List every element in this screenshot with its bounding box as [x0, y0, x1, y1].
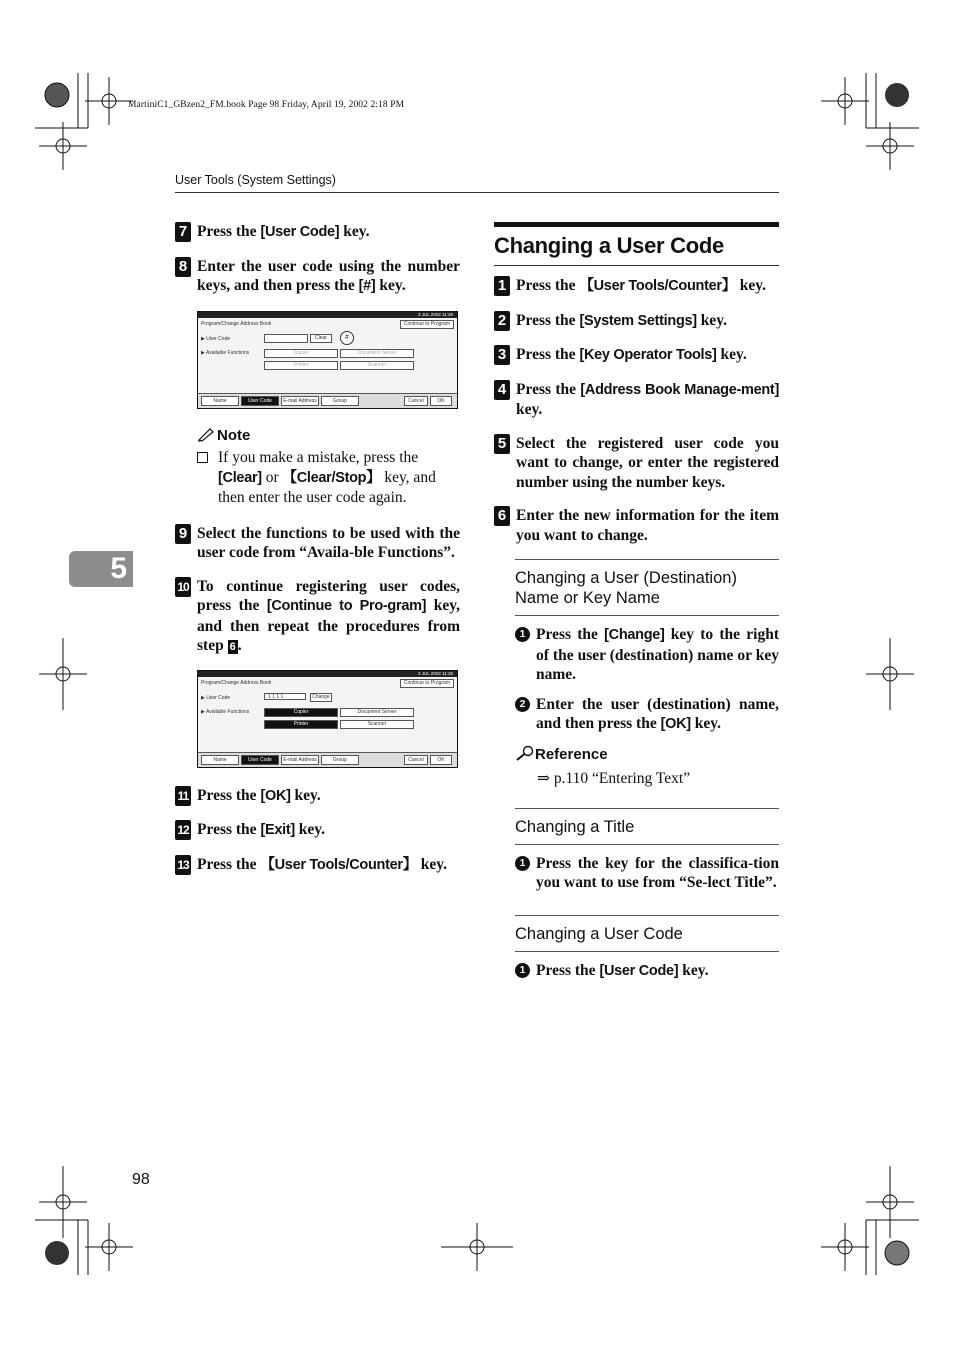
- subsection-steps: [515, 625, 779, 735]
- step-ref: 6: [229, 641, 236, 653]
- sub-step-number: 1: [515, 963, 530, 978]
- key-name: 【Clear/Stop】: [282, 469, 381, 486]
- ok-button: OK: [430, 396, 452, 406]
- screen-status: 3 JUL 2002 11:26: [198, 671, 457, 677]
- key-name: [Key Operator Tools]: [579, 347, 717, 363]
- subsection-title: Changing a User Code: [515, 915, 779, 952]
- step: [175, 577, 460, 656]
- key-name: [Exit]: [260, 822, 295, 838]
- user-code-field: 1 1 1 1: [264, 693, 306, 700]
- available-functions-label: ▶ Available Functions: [201, 349, 250, 356]
- text-run: key.: [339, 223, 370, 240]
- text-run: key.: [735, 277, 767, 294]
- step-number: 12: [175, 820, 191, 840]
- screen-tab-bar: [198, 752, 457, 767]
- running-header: User Tools (System Settings): [175, 173, 336, 187]
- text-run: Press the: [197, 223, 261, 240]
- copier-button: Copier: [264, 349, 338, 358]
- subsection-user-code: [515, 915, 779, 982]
- subsection-steps: [515, 961, 779, 982]
- text-run: key.: [690, 715, 721, 732]
- text-run: Select the functions to be used with the user code from “Availa-ble Functions”.: [197, 524, 460, 561]
- sub-step: [515, 961, 779, 982]
- tab-email: E-mail Address: [281, 755, 319, 765]
- step-number: 13: [175, 855, 191, 875]
- screen-title: Program/Change Address Book: [201, 679, 272, 686]
- scanner-button: Scanner: [340, 361, 414, 370]
- text-run: Press the: [516, 311, 580, 329]
- document-server-button: Document Server: [340, 708, 414, 717]
- text-run: Select the registered user code you want to change, or enter the registered number using the number keys.: [516, 434, 779, 491]
- right-column: [494, 222, 779, 991]
- step-number: 6: [494, 506, 510, 526]
- continue-to-program-button: Continue to Program: [400, 679, 454, 688]
- note-item: [197, 448, 460, 508]
- key-name: [Change]: [604, 627, 665, 643]
- sub-step-number: 2: [515, 697, 530, 712]
- text-run: key, and then enter the user code again.: [218, 468, 436, 506]
- user-code-label: ▶ User Code: [201, 335, 231, 342]
- step-number: 9: [175, 524, 191, 544]
- text-run: key.: [678, 961, 709, 979]
- text-run: key.: [290, 786, 321, 804]
- screen-title: Program/Change Address Book: [201, 320, 272, 327]
- page-number: 98: [132, 1171, 150, 1188]
- note-heading: Note: [197, 427, 460, 444]
- magnifier-icon: [515, 745, 535, 761]
- screen-tab-bar: [198, 393, 457, 408]
- text-run: Enter the user code using the number keys, and then press the: [197, 257, 460, 294]
- left-column: [175, 222, 460, 889]
- tab-user-code: User Code: [241, 396, 279, 406]
- document-server-button: Document Server: [340, 349, 414, 358]
- key-name: [User Code]: [599, 962, 679, 979]
- text-run: key to the right of the user (destination) name or key name.: [536, 626, 779, 683]
- tab-user-code: User Code: [241, 755, 279, 765]
- change-button: Change: [310, 693, 332, 702]
- step: [494, 434, 779, 493]
- text-run: Press the: [516, 380, 581, 398]
- key-name: [Address Book Manage-ment]: [580, 381, 779, 398]
- key-name: [User Code]: [260, 224, 340, 240]
- checkbox-icon: [197, 452, 208, 463]
- left-steps-2: [175, 524, 460, 656]
- text-run: key.: [716, 346, 747, 363]
- chapter-tab: 5: [69, 551, 133, 587]
- text-run: Press the: [516, 346, 580, 363]
- step-number: 4: [494, 380, 510, 400]
- subsection-title: Changing a User (Destination) Name or Key Name: [515, 559, 779, 616]
- printer-button: Printer: [264, 361, 338, 370]
- reference-text: ⇒ p.110 “Entering Text”: [537, 769, 691, 787]
- step: [175, 855, 460, 876]
- step-number: 2: [494, 311, 510, 331]
- sub-step: [515, 854, 779, 893]
- note-text: [218, 449, 436, 506]
- key-name: [System Settings]: [579, 312, 697, 329]
- step: [175, 222, 460, 243]
- sub-step-number: 1: [515, 856, 530, 871]
- step: [494, 276, 779, 297]
- screen-status: 3 JUL 2002 11:26: [198, 312, 457, 318]
- step: [175, 786, 460, 807]
- step-number: 5: [494, 434, 510, 454]
- tab-group: Group: [321, 755, 359, 765]
- step-number: 7: [175, 222, 191, 242]
- text-run: If you make a mistake, press the: [218, 448, 419, 466]
- screen-image-1: [197, 311, 458, 409]
- clear-button: Clear: [310, 334, 332, 343]
- subsection-steps: [515, 854, 779, 893]
- tab-email: E-mail Address: [281, 396, 319, 406]
- text-run: Press the: [197, 821, 261, 838]
- key-name: 【User Tools/Counter】: [579, 278, 736, 294]
- printer-button: Printer: [264, 720, 338, 729]
- text-run: Press the: [197, 855, 261, 873]
- subsection-title: Changing a Title: [515, 808, 779, 845]
- step-number: 10: [175, 577, 191, 597]
- text-run: key.: [294, 821, 326, 838]
- text-run: key.: [416, 855, 448, 873]
- key-name: [#]: [358, 278, 376, 294]
- subsection-title-change: [515, 808, 779, 893]
- left-steps: [175, 222, 460, 297]
- tab-name: Name: [201, 755, 239, 765]
- section-title: Changing a User Code: [494, 222, 779, 266]
- text-run: key, and then repeat the procedures from step: [197, 597, 460, 654]
- pencil-icon: [197, 428, 215, 442]
- file-meta: MartiniC1_GBzen2_FM.book Page 98 Friday, April 19, 2002 2:18 PM: [128, 100, 405, 110]
- cancel-button: Cancel: [404, 396, 428, 406]
- step: [494, 311, 779, 332]
- ok-button: OK: [430, 755, 452, 765]
- text-run: key.: [375, 277, 406, 294]
- text-run: Press the: [197, 786, 261, 804]
- key-name: [OK]: [660, 716, 691, 732]
- header-rule: [175, 192, 779, 193]
- step: [494, 380, 779, 420]
- step: [494, 345, 779, 366]
- step: [175, 257, 460, 297]
- text-run: Press the: [536, 961, 600, 979]
- step-number: 1: [494, 276, 510, 296]
- text-run: Press the key for the classifica-tion you want to use from “Se-lect Title”.: [536, 854, 779, 891]
- copier-button: Copier: [264, 708, 338, 717]
- screen-image-2: [197, 670, 458, 768]
- sub-step: [515, 625, 779, 685]
- text-run: Press the: [516, 277, 580, 294]
- subsection-name: [515, 559, 779, 735]
- step-number: 11: [175, 786, 191, 806]
- scanner-button: Scanner: [340, 720, 414, 729]
- step-number: 8: [175, 257, 191, 277]
- hash-icon: #: [340, 331, 354, 345]
- key-name: 【User Tools/Counter】: [260, 856, 417, 873]
- text-run: Press the: [536, 626, 605, 643]
- text-run: key.: [696, 311, 727, 329]
- continue-to-program-button: Continue to Program: [400, 320, 454, 329]
- tab-name: Name: [201, 396, 239, 406]
- cancel-button: Cancel: [404, 755, 428, 765]
- tab-group: Group: [321, 396, 359, 406]
- step: [175, 524, 460, 563]
- key-name: [Clear]: [218, 469, 262, 486]
- step-number: 3: [494, 345, 510, 365]
- left-steps-3: [175, 786, 460, 876]
- text-run: key.: [516, 401, 543, 418]
- step: [175, 820, 460, 841]
- text-run: Enter the new information for the item you want to change.: [516, 507, 779, 544]
- sub-step: [515, 695, 779, 735]
- reference-heading: Reference: [515, 745, 779, 763]
- text-run: or: [261, 468, 283, 486]
- text-run: .: [237, 637, 242, 654]
- user-code-field: [264, 334, 308, 343]
- text-run: To continue registering user codes, press the: [197, 577, 460, 614]
- sub-step-number: 1: [515, 627, 530, 642]
- user-code-label: ▶ User Code: [201, 694, 231, 701]
- text-run: Enter the user (destination) name, and then press the: [536, 695, 779, 732]
- key-name: [Continue to Pro-gram]: [266, 598, 427, 614]
- key-name: [OK]: [260, 787, 291, 804]
- step: [494, 506, 779, 545]
- available-functions-label: ▶ Available Functions: [201, 708, 250, 715]
- right-steps: [494, 276, 779, 545]
